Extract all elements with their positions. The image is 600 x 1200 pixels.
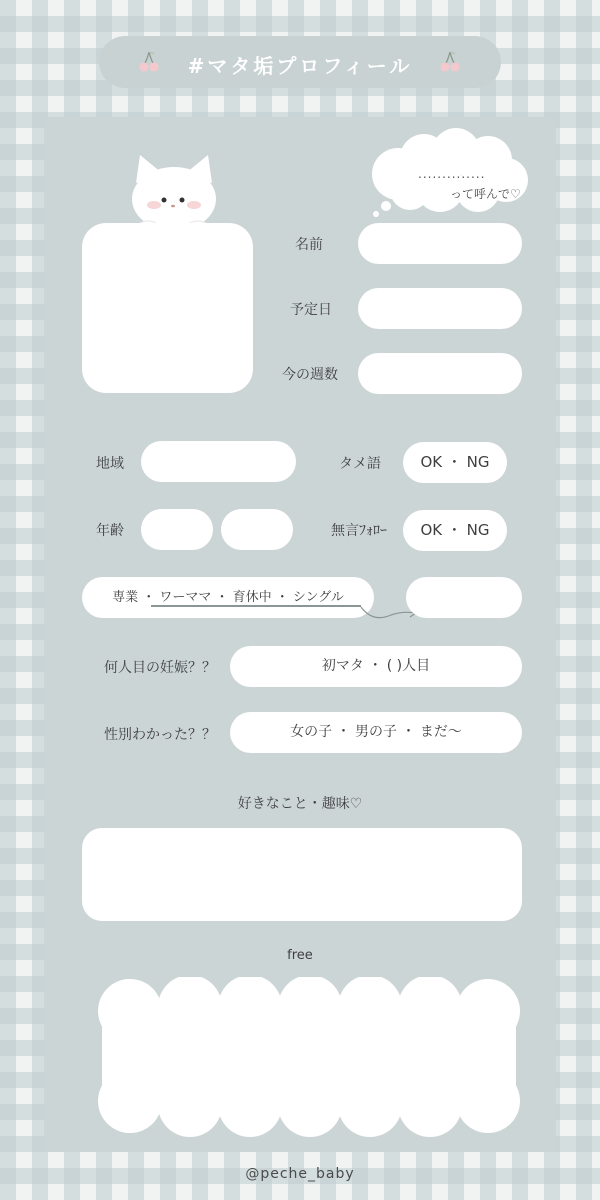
due-date-field[interactable]: [358, 288, 522, 329]
current-week-field[interactable]: [358, 353, 522, 394]
name-label: 名前: [295, 237, 323, 253]
casual-speech-label: タメ語: [339, 456, 381, 472]
gender-options[interactable]: [230, 712, 522, 753]
occupation-value: 専業 ・ ワーママ ・ 育休中 ・ シングル: [112, 590, 344, 605]
occupation-underline: [151, 605, 361, 607]
thought-text: って呼んで♡: [450, 187, 521, 201]
silent-follow-options[interactable]: [403, 510, 507, 551]
age-field-1[interactable]: [141, 509, 213, 550]
current-week-label: 今の週数: [282, 367, 338, 383]
hobbies-box[interactable]: [82, 828, 522, 921]
page-title: #マタ垢プロフィール: [187, 54, 413, 78]
cherry-icon: [439, 50, 461, 74]
occupation-detail-field[interactable]: [406, 577, 522, 618]
photo-box[interactable]: [82, 223, 253, 393]
footer-handle: @peche_baby: [245, 1166, 355, 1182]
thought-dots: ..............: [418, 167, 486, 181]
name-field[interactable]: [358, 223, 522, 264]
age-field-2[interactable]: [221, 509, 293, 550]
region-field[interactable]: [141, 441, 296, 482]
free-label: free: [287, 948, 313, 963]
silent-follow-value: OK ・ NG: [420, 521, 490, 539]
silent-follow-label: 無言ﾌｫﾛｰ: [331, 523, 387, 539]
casual-speech-value: OK ・ NG: [420, 453, 490, 471]
pregnancy-number-options[interactable]: [230, 646, 522, 687]
age-label: 年齢: [96, 523, 124, 539]
casual-speech-options[interactable]: [403, 442, 507, 483]
occupation-options[interactable]: [82, 577, 374, 618]
profile-panel: [44, 117, 556, 1152]
due-date-label: 予定日: [290, 302, 332, 318]
hobbies-label: 好きなこと・趣味♡: [237, 796, 363, 812]
gender-label: 性別わかった？？: [104, 727, 216, 743]
free-cloud-box[interactable]: [94, 977, 524, 1137]
region-label: 地域: [96, 456, 124, 472]
pregnancy-number-label: 何人目の妊娠？？: [104, 660, 216, 676]
pregnancy-number-value: 初マタ ・ ( )人目: [321, 658, 431, 674]
gender-value: 女の子 ・ 男の子 ・ まだ〜: [290, 724, 462, 740]
title-banner: [99, 36, 501, 88]
